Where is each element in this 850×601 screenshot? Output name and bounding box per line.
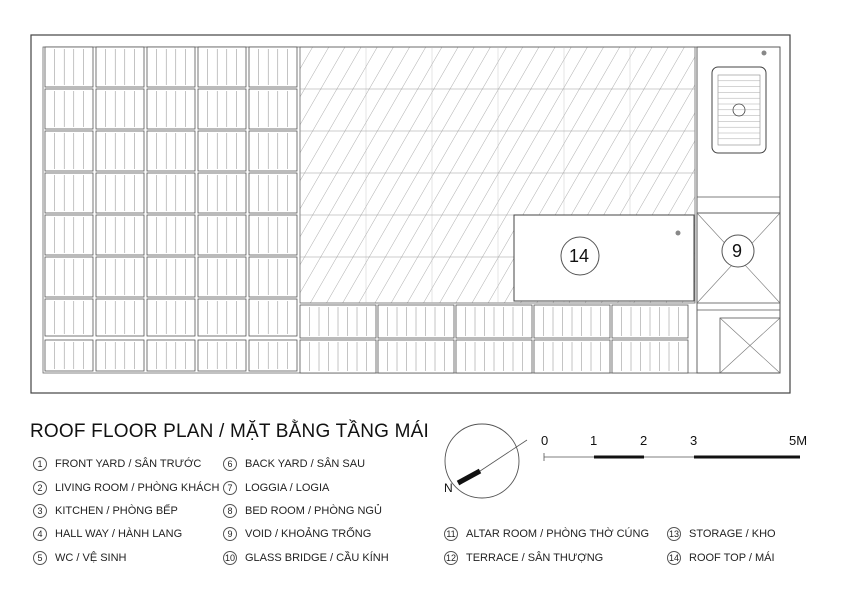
scale-bar (544, 453, 800, 461)
solar-panel (249, 299, 297, 336)
legend-item-7 (223, 481, 329, 495)
solar-panel (198, 215, 246, 255)
solar-panel (249, 215, 297, 255)
solar-panel (249, 47, 297, 87)
solar-panel (612, 340, 688, 373)
solar-panel (96, 257, 144, 297)
legend-item-11 (444, 527, 649, 541)
solar-panel-array-bottom (300, 305, 688, 373)
legend-text: STORAGE / KHO (689, 528, 776, 540)
legend-item-12 (444, 551, 603, 565)
solar-panel (96, 89, 144, 129)
legend-item-8 (223, 504, 382, 518)
scale-label-2: 2 (640, 433, 648, 448)
solar-panel (147, 257, 195, 297)
legend-num: 11 (444, 527, 458, 541)
solar-panel (96, 215, 144, 255)
legend-text: FRONT YARD / SÂN TRƯỚC (55, 458, 202, 470)
solar-panel (534, 305, 610, 338)
scale-label-1: 1 (590, 433, 598, 448)
legend-num: 12 (445, 553, 456, 563)
solar-panel (147, 89, 195, 129)
legend-text: LIVING ROOM / PHÒNG KHÁCH (55, 482, 220, 494)
solar-panel (198, 173, 246, 213)
solar-panel (249, 89, 297, 129)
legend-num: 5 (33, 551, 47, 565)
compass-north-label: N (444, 481, 453, 495)
legend-num: 1 (33, 457, 47, 471)
solar-panel (198, 299, 246, 336)
solar-panel (378, 340, 454, 373)
solar-panel (198, 257, 246, 297)
solar-panel (612, 305, 688, 338)
legend-num: 14 (668, 553, 679, 563)
legend-text: LOGGIA / LOGIA (245, 482, 330, 494)
legend-text: ALTAR ROOM / PHÒNG THỜ CÚNG (466, 528, 649, 540)
legend-text: HALL WAY / HÀNH LANG (55, 528, 183, 540)
solar-panel (147, 47, 195, 87)
legend-item-5 (33, 551, 127, 565)
legend-text: BED ROOM / PHÒNG NGỦ (245, 505, 382, 517)
legend-item-4 (33, 527, 182, 541)
legend-text: ROOF TOP / MÁI (689, 552, 775, 564)
legend-item-1 (33, 457, 201, 471)
legend-item-14 (667, 551, 775, 565)
solar-panel (198, 89, 246, 129)
north-compass (445, 424, 527, 498)
legend-num: 3 (33, 504, 47, 518)
solar-panel (249, 173, 297, 213)
legend-num: 9 (223, 527, 237, 541)
room-tag-14: 14 (569, 246, 590, 266)
scale-label-0: 0 (541, 433, 549, 448)
solar-panel (147, 131, 195, 171)
legend-num: 10 (224, 553, 235, 563)
solar-panel (249, 257, 297, 297)
legend-text: BACK YARD / SÂN SAU (245, 458, 366, 470)
lower-void (697, 310, 780, 373)
water-tank (712, 51, 767, 154)
solar-panel (45, 173, 93, 213)
legend-num: 8 (223, 504, 237, 518)
legend-item-10 (223, 551, 389, 565)
legend-text: TERRACE / SÂN THƯỢNG (466, 552, 604, 564)
legend-item-3 (33, 504, 178, 518)
legend-text: WC / VỆ SINH (55, 552, 127, 564)
legend-num: 13 (668, 529, 679, 539)
solar-panel (45, 299, 93, 336)
solar-panel (96, 299, 144, 336)
solar-panel (534, 340, 610, 373)
legend-item-9 (223, 527, 371, 541)
solar-panel (96, 340, 144, 371)
solar-panel (198, 131, 246, 171)
solar-panel (198, 340, 246, 371)
legend-num: 2 (33, 481, 47, 495)
solar-panel (147, 299, 195, 336)
solar-panel (249, 131, 297, 171)
solar-panel (45, 340, 93, 371)
legend-item-13 (667, 527, 776, 541)
legend-text: KITCHEN / PHÒNG BẾP (55, 505, 178, 517)
solar-panel (45, 89, 93, 129)
legend-text: VOID / KHOẢNG TRỐNG (245, 528, 372, 540)
solar-panel (378, 305, 454, 338)
solar-panel (45, 215, 93, 255)
solar-panel (198, 47, 246, 87)
solar-panel (147, 215, 195, 255)
solar-panel (300, 305, 376, 338)
scale-label-3: 3 (690, 433, 698, 448)
legend-num: 7 (223, 481, 237, 495)
legend-num: 4 (33, 527, 47, 541)
roof-top-area-14 (514, 215, 694, 301)
solar-panel (249, 340, 297, 371)
solar-panel (147, 340, 195, 371)
room-tag-9: 9 (732, 241, 743, 261)
solar-panel (45, 131, 93, 171)
solar-panel (96, 173, 144, 213)
scale-label-5m: 5M (789, 433, 808, 448)
plan-title: ROOF FLOOR PLAN / MẶT BẰNG TẦNG MÁI (30, 421, 430, 442)
legend-text: GLASS BRIDGE / CẦU KÍNH (245, 552, 389, 564)
legend-item-2 (33, 481, 219, 495)
solar-panel (300, 340, 376, 373)
legend-num: 6 (223, 457, 237, 471)
solar-panel (456, 305, 532, 338)
solar-panel (96, 47, 144, 87)
legend-item-6 (223, 457, 365, 471)
solar-panel-array-left (45, 47, 297, 371)
solar-panel (456, 340, 532, 373)
solar-panel (147, 173, 195, 213)
solar-panel (45, 257, 93, 297)
solar-panel (96, 131, 144, 171)
solar-panel (45, 47, 93, 87)
